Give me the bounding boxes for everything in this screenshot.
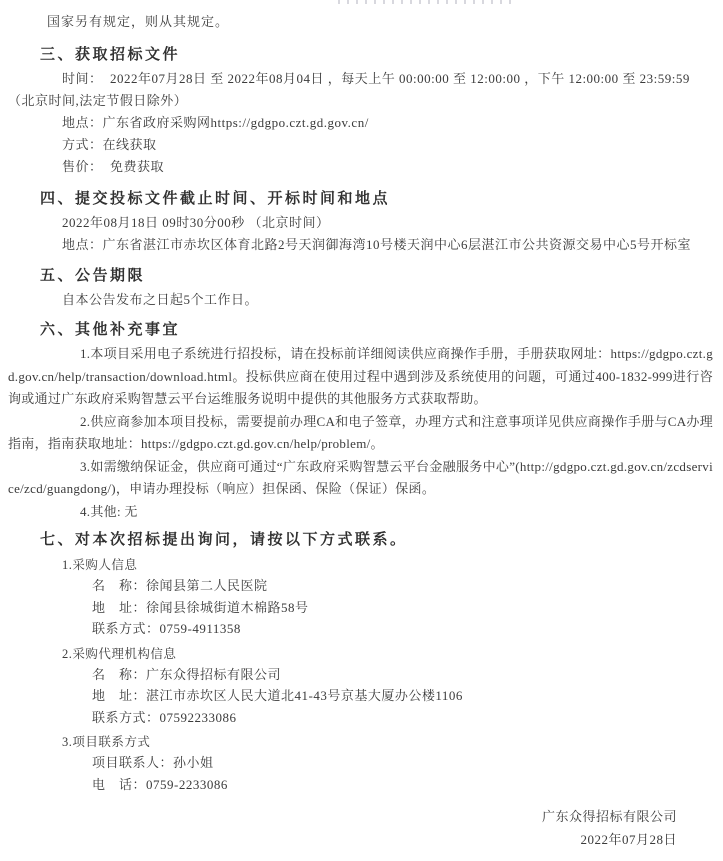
section3-place-line: 地点：广东省政府采购网https://gdgpo.czt.gd.gov.cn/ xyxy=(62,115,369,130)
section3-price-line: 售价： 免费获取 xyxy=(62,159,165,174)
section3-time-line: 时间： 2022年07月28日 至 2022年08月04日 ，每天上午 00:00:00 至 12:00:00 ，下午 12:00:00 至 23:59:59 xyxy=(62,71,690,86)
contact-group-purchaser xyxy=(8,555,713,640)
section3-method-line: 方式：在线获取 xyxy=(62,137,157,152)
agency-name-line: 名 称：广东众得招标有限公司 xyxy=(92,666,282,682)
agency-address-line: 地 址：湛江市赤坎区人民大道北41-43号京基大厦办公楼1106 xyxy=(92,688,463,703)
purchaser-contact-line: 联系方式：0759-4911358 xyxy=(92,621,241,636)
section6-heading: 六、其他补充事宜 xyxy=(40,322,181,338)
contact-group-title: 1.采购人信息 xyxy=(62,558,138,572)
section4-place-line: 地点：广东省湛江市赤坎区体育北路2号天润御海湾10号楼天润中心6层湛江市公共资源交易中心5号开标室 xyxy=(62,237,692,252)
section3-heading: 三、获取招标文件 xyxy=(40,47,181,63)
signature-date: 2022年07月28日 xyxy=(580,832,677,847)
agency-contact-line: 联系方式：07592233086 xyxy=(92,709,237,725)
section5-heading: 五、公告期限 xyxy=(40,268,146,284)
purchaser-name-line: 名 称：徐闻县第二人民医院 xyxy=(92,578,268,593)
signature-block xyxy=(8,805,677,851)
section4-heading: 四、提交投标文件截止时间、开标时间和地点 xyxy=(40,191,391,207)
contact-group-agency xyxy=(8,644,713,729)
project-contact-person-line: 项目联系人：孙小姐 xyxy=(92,755,214,770)
contact-group-project xyxy=(8,732,713,795)
section6-item-1: 1.本项目采用电子系统进行招投标，请在投标前详细阅读供应商操作手册，手册获取网址：https://gdgpo.czt.gd.gov.cn/help/transaction/download.html。投标供应商在使用过程中遇到涉及系统使用的问题，可通过400-1832-999进行咨询或通过广东政府采购智慧云平台运维服务说明中提供的其他服务方式获取帮助。 xyxy=(8,346,713,406)
contact-group-title: 2.采购代理机构信息 xyxy=(62,646,177,661)
contact-group-title: 3.项目联系方式 xyxy=(62,735,151,749)
section3-time-note: （北京时间,法定节假日除外） xyxy=(8,93,188,108)
section5-body-line: 自本公告发布之日起5个工作日。 xyxy=(62,292,259,307)
section6-item-3: 3.如需缴纳保证金，供应商可通过“广东政府采购智慧云平台金融服务中心”(http://gdgpo.czt.gd.gov.cn/zcdservice/zcd/guangdong/)，申请办理投标（响应）担保函、保险（保证）保函。 xyxy=(8,458,713,496)
section6-item-4: 4.其他: 无 xyxy=(80,503,138,519)
section6-item-2: 2.供应商参加本项目投标，需要提前办理CA和电子签章，办理方式和注意事项详见供应商操作手册与CA办理指南，指南获取地址：https://gdgpo.czt.gd.gov.cn/help/problem/。 xyxy=(8,413,713,451)
section4-deadline-line: 2022年08月18日 09时30分00秒 （北京时间） xyxy=(62,215,330,230)
intro-line: 国家另有规定，则从其规定。 xyxy=(47,14,230,29)
clipped-top-line-remnant xyxy=(338,0,513,4)
signature-company: 广东众得招标有限公司 xyxy=(541,809,677,824)
section7-heading: 七、对本次招标提出询问，请按以下方式联系。 xyxy=(40,532,408,548)
purchaser-address-line: 地 址：徐闻县徐城街道木棉路58号 xyxy=(92,599,309,615)
project-phone-line: 电 话：0759-2233086 xyxy=(92,776,228,792)
